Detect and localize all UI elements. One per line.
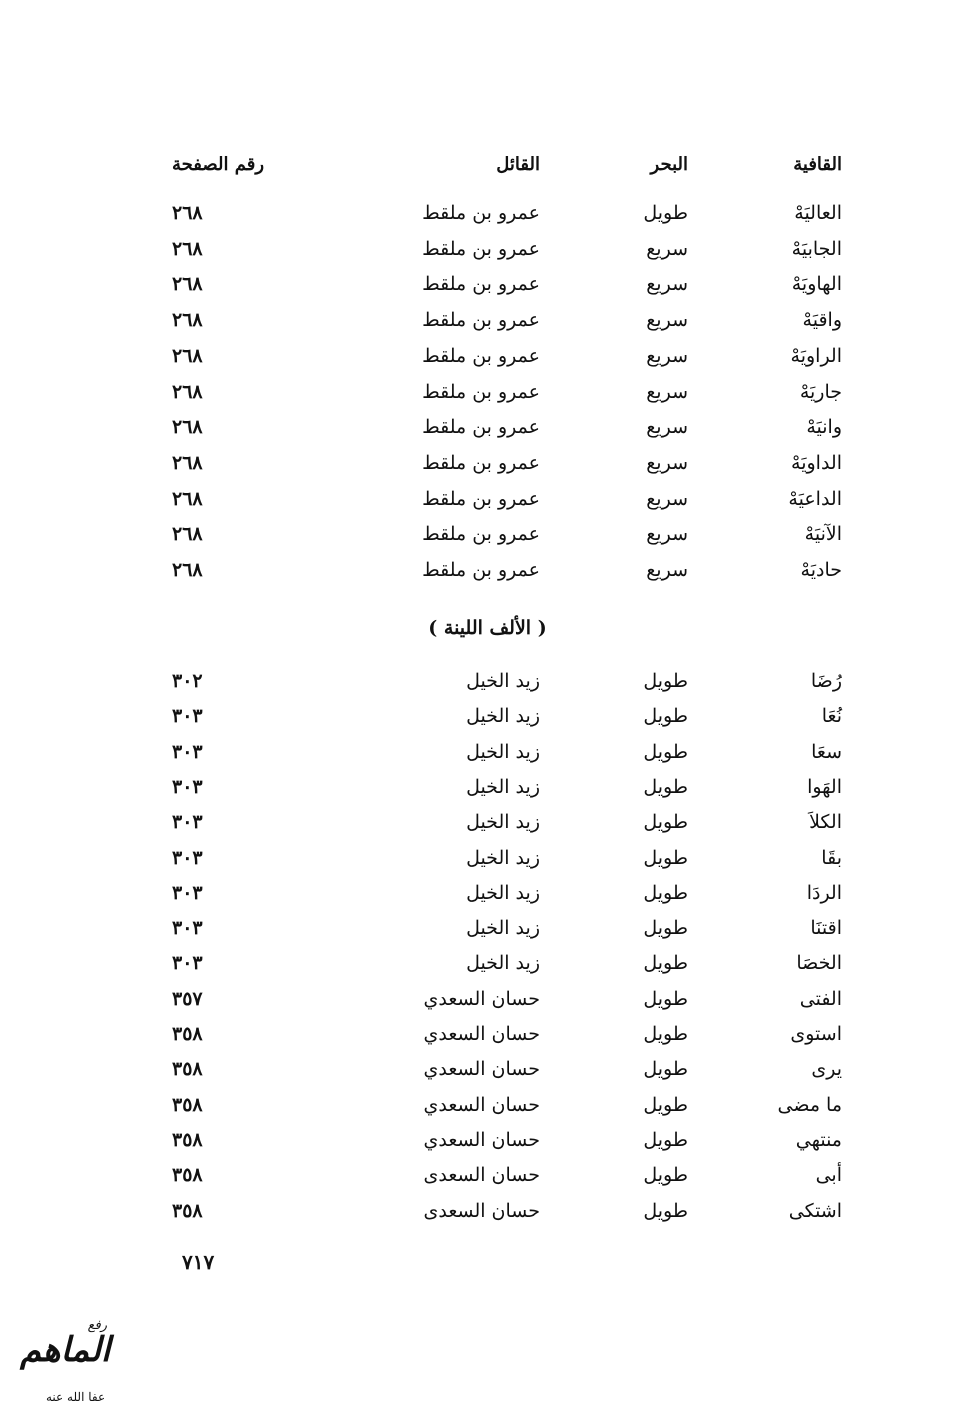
poet-cell: حسان السعدى	[423, 1164, 540, 1187]
rhyme-cell: الهَوا	[807, 775, 842, 798]
meter-cell: طويل	[643, 670, 688, 692]
page-ref-cell: ٣٠٣	[172, 811, 203, 834]
meter-cell: طويل	[643, 987, 688, 1010]
poet-cell: عمرو بن ملقط	[422, 273, 540, 296]
page-ref-cell: ٣٥٨	[172, 1199, 203, 1222]
page-ref-cell: ٣٠٣	[172, 952, 203, 975]
poet-cell: حسان السعدي	[423, 987, 540, 1010]
poet-cell: عمرو بن ملقط	[422, 380, 540, 403]
page-ref-cell: ٣٠٣	[172, 846, 203, 869]
table-row	[0, 841, 975, 875]
stamp-name-text: الماهم	[20, 1330, 111, 1370]
page-ref-cell: ٣٠٣	[172, 917, 203, 940]
meter-cell: سريع	[646, 487, 688, 510]
page-ref-cell: ٢٦٨	[172, 451, 203, 474]
table-row	[0, 770, 975, 804]
meter-cell: سريع	[646, 416, 688, 439]
rhyme-cell: العاليَهْ	[794, 202, 842, 224]
page-ref-cell: ٢٦٨	[172, 487, 203, 510]
table-row	[0, 517, 975, 551]
poet-cell: عمرو بن ملقط	[422, 559, 540, 581]
meter-cell: سريع	[646, 380, 688, 403]
page-ref-cell: ٣٠٣	[172, 740, 203, 763]
poet-cell: حسان السعدي	[423, 1093, 540, 1116]
table-row	[0, 410, 975, 444]
table-row	[0, 553, 975, 587]
page-ref-cell: ٣٠٣	[172, 705, 203, 728]
table-row	[0, 267, 975, 301]
table-row	[0, 911, 975, 945]
poet-cell: حسان السعدي	[423, 1128, 540, 1151]
stamp-bottom-text: عفا الله عنه	[46, 1390, 106, 1404]
table-row	[0, 1017, 975, 1051]
page-ref-cell: ٣٥٨	[172, 1128, 203, 1151]
rhyme-cell: حاديَهْ	[800, 559, 842, 581]
table-row	[0, 196, 975, 230]
page-ref-cell: ٢٦٨	[172, 523, 203, 546]
meter-cell: سريع	[646, 237, 688, 260]
meter-cell: طويل	[643, 1093, 688, 1116]
rhyme-cell: واقيَهْ	[802, 309, 842, 332]
meter-cell: طويل	[643, 846, 688, 869]
meter-cell: طويل	[643, 1164, 688, 1187]
meter-cell: طويل	[643, 775, 688, 798]
poet-cell: عمرو بن ملقط	[422, 416, 540, 439]
rhyme-cell: الراويَهْ	[790, 344, 842, 367]
page-ref-cell: ٣٥٨	[172, 1164, 203, 1187]
poet-cell: زيد الخيل	[466, 917, 540, 940]
stamp-top-text: رفع	[87, 1318, 107, 1333]
rhyme-cell: الجابيَهْ	[791, 237, 842, 260]
meter-cell: سريع	[646, 309, 688, 332]
page-ref-cell: ٢٦٨	[172, 237, 203, 260]
meter-cell: سريع	[646, 559, 688, 581]
page-ref-cell: ٢٦٨	[172, 559, 203, 581]
table-row	[0, 805, 975, 839]
page-ref-cell: ٢٦٨	[172, 380, 203, 403]
page-ref-cell: ٣٠٢	[172, 670, 203, 692]
meter-cell: سريع	[646, 523, 688, 546]
poet-cell: حسان السعدى	[423, 1199, 540, 1222]
rhyme-cell: الهاويَهْ	[791, 273, 842, 296]
meter-cell: سريع	[646, 451, 688, 474]
rhyme-cell: الداعيَهْ	[788, 487, 842, 510]
table-row	[0, 1052, 975, 1086]
header-meter: البحر	[650, 154, 688, 175]
poet-cell: عمرو بن ملقط	[422, 344, 540, 367]
table-row	[0, 1123, 975, 1157]
meter-cell: طويل	[643, 917, 688, 940]
table-row	[0, 232, 975, 266]
meter-cell: طويل	[643, 740, 688, 763]
rhyme-cell: اشتكى	[788, 1199, 842, 1222]
meter-cell: طويل	[643, 705, 688, 728]
poet-cell: حسان السعدي	[423, 1023, 540, 1045]
page-ref-cell: ٢٦٨	[172, 202, 203, 224]
table-row	[0, 946, 975, 980]
page-number: ٧١٧	[182, 1250, 215, 1274]
table-row	[0, 735, 975, 769]
rhyme-cell: جاريَهْ	[799, 380, 842, 403]
meter-cell: طويل	[643, 952, 688, 975]
poet-cell: عمرو بن ملقط	[422, 202, 540, 224]
rhyme-cell: منتهي	[795, 1128, 842, 1151]
page-ref-cell: ٢٦٨	[172, 273, 203, 296]
table-header	[0, 148, 975, 182]
page-ref-cell: ٣٥٧	[172, 987, 203, 1010]
meter-cell: طويل	[643, 1023, 688, 1045]
poet-cell: زيد الخيل	[466, 740, 540, 763]
rhyme-cell: الردَا	[806, 881, 842, 904]
poet-cell: زيد الخيل	[466, 811, 540, 834]
page-ref-cell: ٣٠٣	[172, 775, 203, 798]
meter-cell: طويل	[643, 1199, 688, 1222]
poet-cell: عمرو بن ملقط	[422, 487, 540, 510]
meter-cell: سريع	[646, 344, 688, 367]
meter-cell: سريع	[646, 273, 688, 296]
section-title: ( الألف اللينة )	[428, 617, 547, 639]
page-ref-cell: ٣٠٣	[172, 881, 203, 904]
table-row	[0, 1158, 975, 1192]
rhyme-cell: وانيَهْ	[806, 416, 842, 439]
page-ref-cell: ٣٥٨	[172, 1093, 203, 1116]
page-ref-cell: ٢٦٨	[172, 416, 203, 439]
page-ref-cell: ٣٥٨	[172, 1058, 203, 1081]
poet-cell: زيد الخيل	[466, 670, 540, 692]
poet-cell: عمرو بن ملقط	[422, 237, 540, 260]
rhyme-cell: رُضَا	[810, 670, 842, 692]
poet-cell: زيد الخيل	[466, 705, 540, 728]
meter-cell: طويل	[643, 1128, 688, 1151]
rhyme-cell: أبى	[815, 1164, 842, 1187]
table-row	[0, 375, 975, 409]
watermark-stamp	[12, 1318, 137, 1413]
header-page: رقم الصفحة	[172, 154, 265, 175]
rhyme-cell: الكلاَ	[809, 811, 842, 834]
table-row	[0, 699, 975, 733]
poet-cell: عمرو بن ملقط	[422, 451, 540, 474]
table-row	[0, 339, 975, 373]
rhyme-cell: الآنيَهْ	[804, 523, 842, 546]
meter-cell: طويل	[643, 1058, 688, 1081]
rhyme-cell: الداويَهْ	[791, 451, 842, 474]
rhyme-cell: سعَا	[811, 740, 842, 763]
page-ref-cell: ٢٦٨	[172, 344, 203, 367]
table-row	[0, 664, 975, 698]
table-row	[0, 482, 975, 516]
meter-cell: طويل	[643, 202, 688, 224]
rhyme-cell: نُعَا	[821, 705, 842, 728]
page-ref-cell: ٣٥٨	[172, 1023, 203, 1045]
table-row	[0, 303, 975, 337]
table-row	[0, 1088, 975, 1122]
rhyme-cell: الخصَا	[796, 952, 842, 975]
table-row	[0, 446, 975, 480]
table-row	[0, 876, 975, 910]
rhyme-cell: ما مضى	[777, 1093, 842, 1116]
poet-cell: عمرو بن ملقط	[422, 523, 540, 546]
table-row	[0, 982, 975, 1016]
meter-cell: طويل	[643, 881, 688, 904]
poet-cell: عمرو بن ملقط	[422, 309, 540, 332]
meter-cell: طويل	[643, 811, 688, 834]
rhyme-cell: اقتنَا	[810, 917, 842, 940]
table-row	[0, 1194, 975, 1228]
poet-cell: زيد الخيل	[466, 846, 540, 869]
rhyme-cell: بقَا	[821, 846, 842, 869]
header-rhyme: القافية	[793, 154, 842, 175]
header-poet: القائل	[496, 154, 540, 175]
rhyme-cell: استوى	[790, 1023, 842, 1045]
poet-cell: زيد الخيل	[466, 775, 540, 798]
page-ref-cell: ٢٦٨	[172, 309, 203, 332]
poet-cell: زيد الخيل	[466, 881, 540, 904]
poet-cell: زيد الخيل	[466, 952, 540, 975]
rhyme-cell: يرى	[811, 1058, 842, 1081]
rhyme-cell: الفتى	[799, 987, 842, 1010]
poet-cell: حسان السعدي	[423, 1058, 540, 1081]
